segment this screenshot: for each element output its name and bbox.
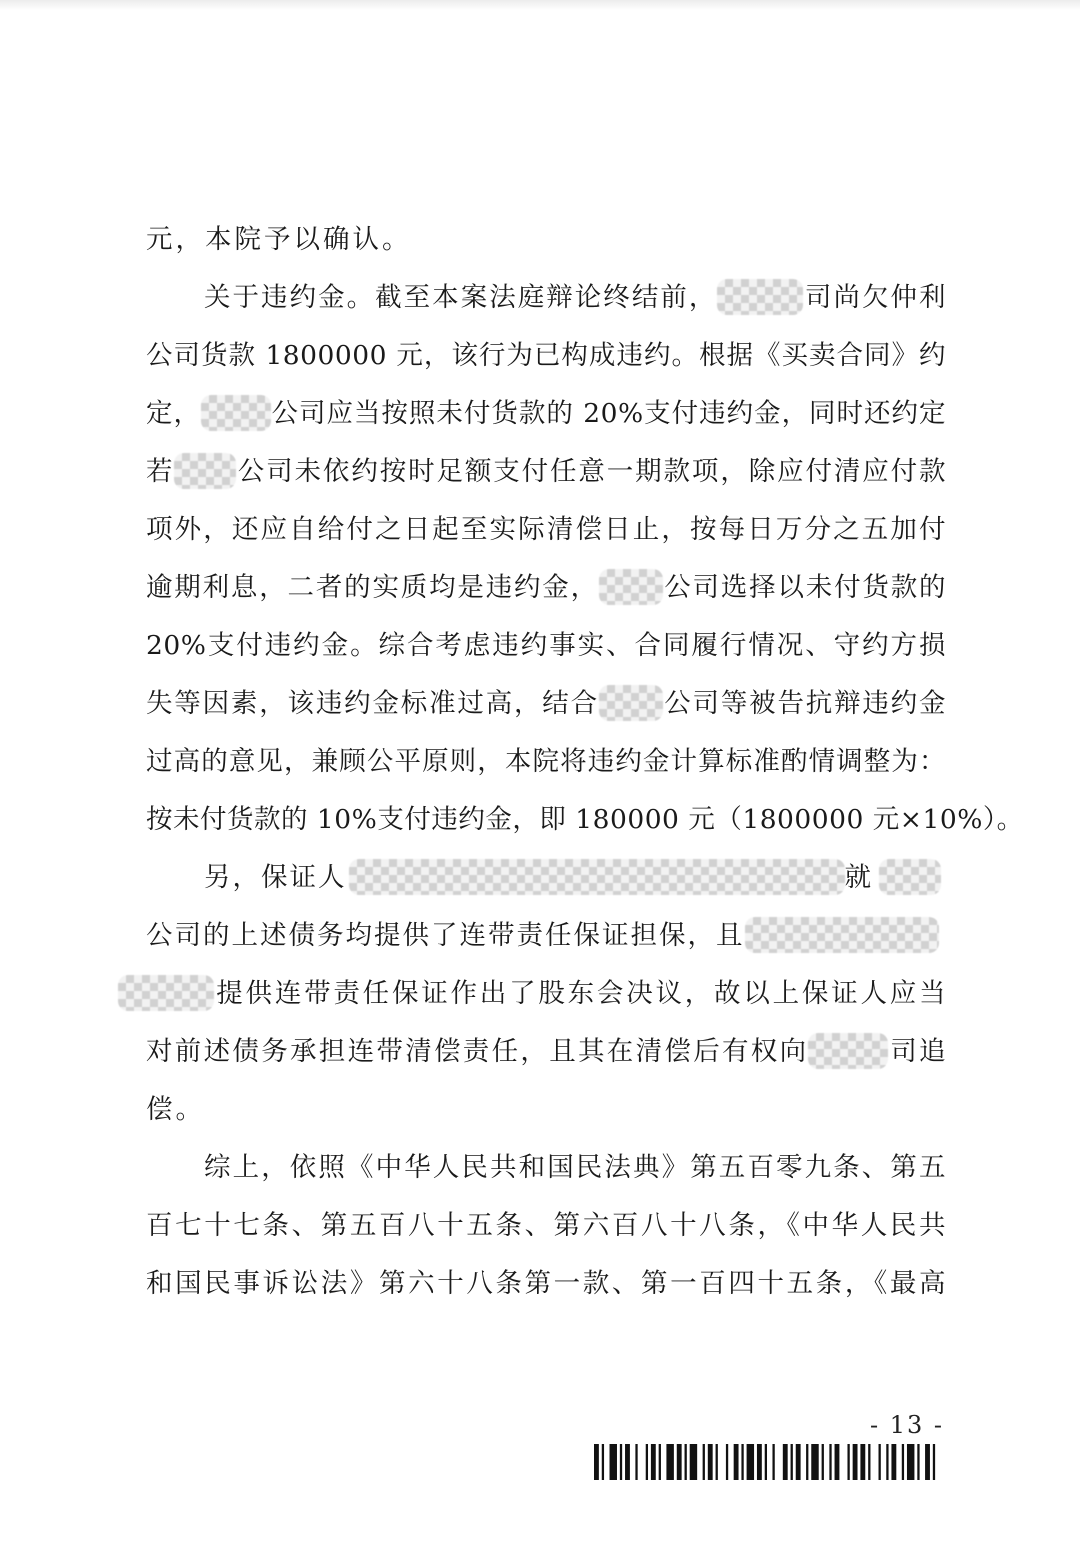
barcode-bar	[860, 1444, 865, 1480]
barcode-bar	[610, 1444, 617, 1480]
barcode-bar	[902, 1444, 904, 1480]
text-line-8	[146, 626, 946, 666]
text-line-12	[204, 858, 946, 898]
text-line-16	[146, 1090, 946, 1130]
text-segment: 就	[844, 862, 873, 893]
text-segment: 公司选择以未付货款的	[662, 572, 947, 603]
text-segment: 元，本院予以确认。	[146, 224, 412, 255]
barcode-bar	[879, 1444, 881, 1480]
text-line-4	[146, 394, 946, 434]
text-segment: 公司未依约按时足额支付任意一期款项，除应付清应付款	[236, 456, 947, 487]
text-segment: 公司等被告抗辩违约金	[662, 688, 947, 719]
barcode-bar	[907, 1444, 914, 1480]
page-number: - 13 -	[869, 1411, 944, 1439]
barcode-bar	[772, 1444, 774, 1480]
barcode-bar	[757, 1444, 762, 1480]
text-segment: 综上，依照《中华人民共和国民法典》第五百零九条、第五	[204, 1152, 946, 1183]
barcode-bar	[933, 1444, 935, 1480]
barcode-bar	[765, 1444, 767, 1480]
text-line-13	[146, 916, 946, 956]
barcode-bar	[791, 1444, 793, 1480]
barcode-bar	[822, 1444, 824, 1480]
text-line-11	[146, 800, 1024, 840]
text-segment: 定，	[146, 398, 201, 429]
barcode-bar	[806, 1444, 808, 1480]
text-segment: 项外，还应自给付之日起至实际清偿日止，按每日万分之五加付	[146, 514, 946, 545]
barcode-bar	[726, 1444, 728, 1480]
text-segment: 偿。	[146, 1094, 205, 1125]
text-line-18	[146, 1206, 946, 1246]
barcode-bar	[796, 1444, 801, 1480]
barcode-bar	[602, 1444, 604, 1480]
redacted-name	[745, 917, 939, 953]
redacted-name	[808, 1033, 888, 1069]
text-segment: 逾期利息，二者的实质均是违约金，	[146, 572, 599, 603]
barcode-bar	[594, 1444, 599, 1480]
redacted-name	[118, 975, 214, 1011]
text-segment: 公司货款 1800000 元，该行为已构成违约。根据《买卖合同》约	[146, 340, 946, 371]
barcode-bar	[659, 1444, 661, 1480]
text-line-7	[146, 568, 946, 608]
barcode-bar	[666, 1444, 673, 1480]
text-line-5	[146, 452, 946, 492]
text-line-10	[146, 742, 946, 782]
redacted-name	[201, 395, 271, 431]
redacted-name	[717, 279, 803, 315]
text-segment: 百七十七条、第五百八十五条、第六百八十八条，《中华人民共	[146, 1210, 946, 1241]
barcode-bar	[734, 1444, 739, 1480]
barcode-bar	[635, 1444, 637, 1480]
text-line-19	[146, 1264, 946, 1304]
text-segment: 关于违约金。截至本案法庭辩论终结前，	[204, 282, 718, 313]
barcode-bar	[625, 1444, 630, 1480]
text-segment: 按未付货款的 10%支付违约金，即 180000 元（1800000 元×10%）。	[146, 804, 1024, 835]
barcode-bar	[690, 1444, 697, 1480]
text-segment: 司追	[888, 1036, 947, 1067]
barcode-bar	[703, 1444, 705, 1480]
text-line-1	[146, 220, 946, 260]
text-segment: 对前述债务承担连带清偿责任，且其在清偿后有权向	[146, 1036, 809, 1067]
text-segment: 若	[146, 456, 175, 487]
text-segment: 20%支付违约金。综合考虑违约事实、合同履行情况、守约方损	[146, 630, 946, 661]
barcode-bar	[685, 1444, 687, 1480]
text-line-2	[204, 278, 946, 318]
barcode-bar	[651, 1444, 656, 1480]
barcode-icon	[594, 1444, 938, 1480]
barcode-bar	[716, 1444, 718, 1480]
barcode-bar	[708, 1444, 713, 1480]
redacted-name	[599, 569, 663, 605]
text-segment: 提供连带责任保证作出了股东会决议，故以上保证人应当	[214, 978, 946, 1009]
barcode-bar	[747, 1444, 754, 1480]
text-segment: 失等因素，该违约金标准过高，结合	[146, 688, 599, 719]
text-segment: 公司的上述债务均提供了连带责任保证担保，且	[146, 920, 745, 951]
text-line-6	[146, 510, 946, 550]
barcode-bar	[646, 1444, 648, 1480]
redacted-name	[599, 685, 663, 721]
barcode-bar	[925, 1444, 930, 1480]
text-segment: 另，保证人	[204, 862, 347, 893]
barcode-bar	[835, 1444, 840, 1480]
barcode-bar	[868, 1444, 870, 1480]
text-segment: 和国民事诉讼法》第六十八条第一款、第一百四十五条，《最高	[146, 1268, 946, 1299]
text-line-14	[118, 974, 946, 1014]
barcode-bar	[917, 1444, 919, 1480]
barcode-bar	[847, 1444, 849, 1480]
barcode-bar	[853, 1444, 858, 1480]
text-line-17	[204, 1148, 946, 1188]
barcode-bar	[811, 1444, 818, 1480]
text-segment: 公司应当按照未付货款的 20%支付违约金，同时还约定	[270, 398, 947, 429]
barcode-bar	[783, 1444, 788, 1480]
barcode-bar	[891, 1444, 896, 1480]
barcode-bar	[677, 1444, 682, 1480]
redacted-name	[349, 859, 845, 895]
text-segment: 司尚欠仲利	[803, 282, 947, 313]
text-line-15	[146, 1032, 946, 1072]
text-segment: 过高的意见，兼顾公平原则，本院将违约金计算标准酌情调整为：	[146, 746, 946, 777]
barcode-bar	[620, 1444, 622, 1480]
text-line-3	[146, 336, 946, 376]
redacted-name	[174, 453, 236, 489]
page-top-edge	[0, 0, 1080, 10]
barcode-bar	[741, 1444, 743, 1480]
text-line-9	[146, 684, 946, 724]
redacted-name	[879, 859, 941, 895]
barcode-bar	[886, 1444, 888, 1480]
barcode-bar	[829, 1444, 831, 1480]
